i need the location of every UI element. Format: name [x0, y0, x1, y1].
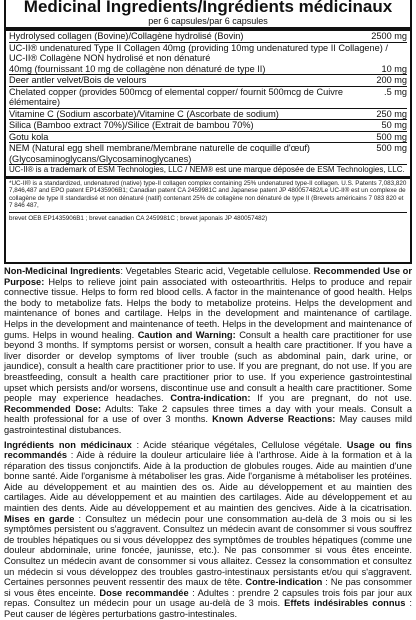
contra-label-en: Contra-indication: [170, 393, 251, 404]
ingredient-name: Gotu kola [9, 131, 49, 142]
nmi-label-fr: Ingrédients non médicinaux [4, 439, 132, 450]
ingredient-amount [403, 43, 407, 54]
ingredient-amount: 2500 mg [371, 31, 407, 41]
ingredient-row [6, 143, 410, 154]
panel-subtitle: per 6 capsules/par 6 capsules [148, 16, 268, 26]
ingredient-row [6, 120, 410, 131]
patent-footnote-2: brevet OEB EP1435906B1 ; brevet canadien CA 2459981C ; brevet japonais JP 480057482) [9, 214, 268, 222]
nmi-text-en: : Vegetables Stearic acid, Vegetable cellulose. [120, 266, 314, 276]
use-text-en: Helps to relieve joint pain associated with osteoarthritis. Helps to produce and repair connective tissue. Helps to form red blood cells. A factor in the maintenance of good health. Helps the body to metabolize fats. Helps the body to metabolize proteins. Helps the development and maintenance of bones and cartilage. Helps in the development and maintenance of cartilage. Helps in the development and maintenance of teeth. Helps in the development and maintenance of gums. Helps in wound healing. [4, 276, 412, 340]
caution-text-fr: : Consultez un médecin pour une consommation au-delà de 3 mois ou si les symptômes persistent ou s'aggravent. Consultez un médecin avant de consommer si vous souffrez de troubles hépatiques ou si vous développez des symptômes de troubles hépatiques (comme une douleur abdominale, urine foncée, jaunisse, etc.). Ne pas consommer si vous êtes enceinte. Consultez un médecin avant de consommer si vous allaitez. Cessez la consommation et consultez un médecin si vous développez des troubles gastro-intestinaux persistants et/ou qui s'aggravent. Certaines personnes peuvent ressentir des maux de tête. [4, 513, 412, 588]
contra-label-fr: Contre-indication [245, 577, 323, 588]
ingredient-row [6, 132, 410, 143]
adverse-label-en: Known Adverse Reactions: [212, 414, 336, 425]
trademark-note: UC-II® is a trademark of ESM Technologies, LLC / NEM® est une marque déposée de ESM Technologies, LLC. [9, 165, 405, 174]
ingredient-amount: 500 mg [376, 131, 407, 142]
use-label-en: Recommended Use or Purpose: [4, 266, 412, 287]
dose-label-en: Recommended Dose: [4, 403, 102, 414]
ingredient-name: Hydrolysed collagen (Bovine)/Collagène hydrolisé (Bovin) [9, 31, 244, 41]
ingredient-row [6, 31, 410, 42]
contra-text-fr: : Ne pas consommer si vous êtes enceinte. [4, 577, 412, 598]
ingredient-row [6, 53, 410, 64]
ingredient-amount: 500 mg [376, 143, 407, 153]
ingredient-row [6, 87, 410, 108]
english-text-block [0, 266, 416, 436]
ingredient-amount: 200 mg [376, 75, 407, 85]
ingredient-name: 40mg (fournissant 10 mg de collagène non dénaturé de type II) [9, 63, 266, 74]
thick-divider-bottom [6, 176, 410, 179]
dose-text-fr: : Adultes : prendre 2 capsules trois fois par jour aux repas. Consultez un médecin pour un usage au-delà de 3 mois. [4, 587, 412, 609]
ingredient-name: Chelated copper (provides 500mcg of elemental copper/ fournit 500mcg de Cuivre élémentaire) [9, 86, 343, 107]
ingredient-name: Vitamine C (Sodium ascorbate)/Vitamine C (Ascorbate de sodium) [9, 108, 279, 119]
panel-title: Medicinal Ingredients/Ingrédients médicinaux [23, 0, 393, 16]
patent-footnote: *UC-II® is a standardized, undenatured (native) type-II collagen complex containing 25% undenatured type-II collagen. U.S. Patents 7,083,820 7,846,487 and EPO patent EP1435906B1; Canadian patent CA 2459981C and Japanese patent JP 480057482/Le UC-II® est un complexe de collagène de type II standardisé et non dénaturé (natif) contenant 25% de collagène non dénaturé de type II (Brevets américains 7 083 820 et 7 846 487, [9, 180, 407, 210]
ingredient-row [6, 64, 410, 75]
adverse-text-en: May causes mild gastrointestinal distubances. [4, 414, 412, 435]
use-label-fr: Usage ou fins recommandés [4, 439, 412, 461]
adverse-text-fr: : Peut causer de légères perturbations gastro-intestinales. [4, 598, 412, 619]
nmi-label-en: Non-Medicinal Ingredients [4, 266, 121, 276]
caution-label-en: Caution and Warning: [137, 329, 236, 340]
contra-text-en: If you are pregnant, do not use. [250, 393, 412, 404]
french-text-block [0, 440, 416, 620]
ingredient-amount: 10 mg [381, 63, 407, 74]
footnote-divider [9, 212, 407, 213]
dose-text-en: Adults: Take 2 capsules three times a day with your meals. Consult a health professional for a use of over 3 months. [4, 403, 413, 425]
ingredient-amount [403, 53, 407, 64]
medicinal-ingredients-panel [4, 0, 412, 264]
ingredient-amount: 250 mg [376, 108, 407, 119]
ingredient-row [6, 109, 410, 120]
ingredient-row [6, 43, 410, 54]
ingredient-name: (Glycosaminoglycans/Glycosaminoglycanes) [9, 153, 192, 164]
adverse-label-fr: Effets indésirables connus [284, 598, 406, 609]
ingredient-amount [403, 154, 407, 165]
dose-label-fr: Dose recommandée [99, 587, 189, 598]
ingredient-name: UC-II® Collagène NON hydrolisé et non dénaturé [9, 53, 211, 63]
caution-text-en: Consult a health care practitioner for use beyond 3 months. If symptoms persist or worsen, consult a health care practitioner. If you have a liver disorder or develop symptoms of liver trouble (such as abdominal pain, dark urine, or jaundice), consult a health care practitioner prior to use. If you are pregnant, do not use. If you are breastfeeding, consult a health care practitioner prior to use. If you experience gastrointestinal upset which persists and/or worsens, discontinue use and consult a health care practitioner. Some people may experience headaches. [4, 329, 413, 404]
use-text-fr: : Aide à réduire la douleur articulaire liée à l'arthrose. Aide à la formation et à la réparation des tissus conjonctifs. Aide à la production de globules rouges. Aide au maintien d'une bonne santé. Aide l'organisme à métaboliser les gras. Aide l'organisme à métaboliser les protéines. Aide au développement et au maintien des os. Aide au développement et au maintien des cartilages. Aide au développement et au maintien des cartilages. Aide au développement et au maintien des dents. Aide au développement et au maintien des gencives. Aide à la cicatrisation. [4, 450, 412, 514]
ingredient-name: UC-II® undenatured Type II Collagen 40mg (providing 10mg undenatured type II Collagene) / [9, 42, 388, 53]
ingredient-name: NEM (Natural egg shell membrane/Membrane naturelle de coquille d'œuf) [9, 143, 310, 153]
ingredient-row [6, 154, 410, 165]
ingredient-name: Silica (Bamboo extract 70%)/Silice (Extrait de bambou 70%) [9, 120, 254, 130]
caution-label-fr: Mises en garde [4, 513, 75, 524]
ingredient-name: Deer antler velvet/Bois de velours [9, 75, 147, 85]
ingredient-rows [6, 31, 410, 165]
ingredient-amount: 50 mg [381, 120, 407, 130]
ingredient-amount: .5 mg [384, 86, 407, 97]
nmi-text-fr: : Acide stéarique végétales, Cellulose végétale. [131, 439, 347, 450]
ingredient-row [6, 75, 410, 86]
